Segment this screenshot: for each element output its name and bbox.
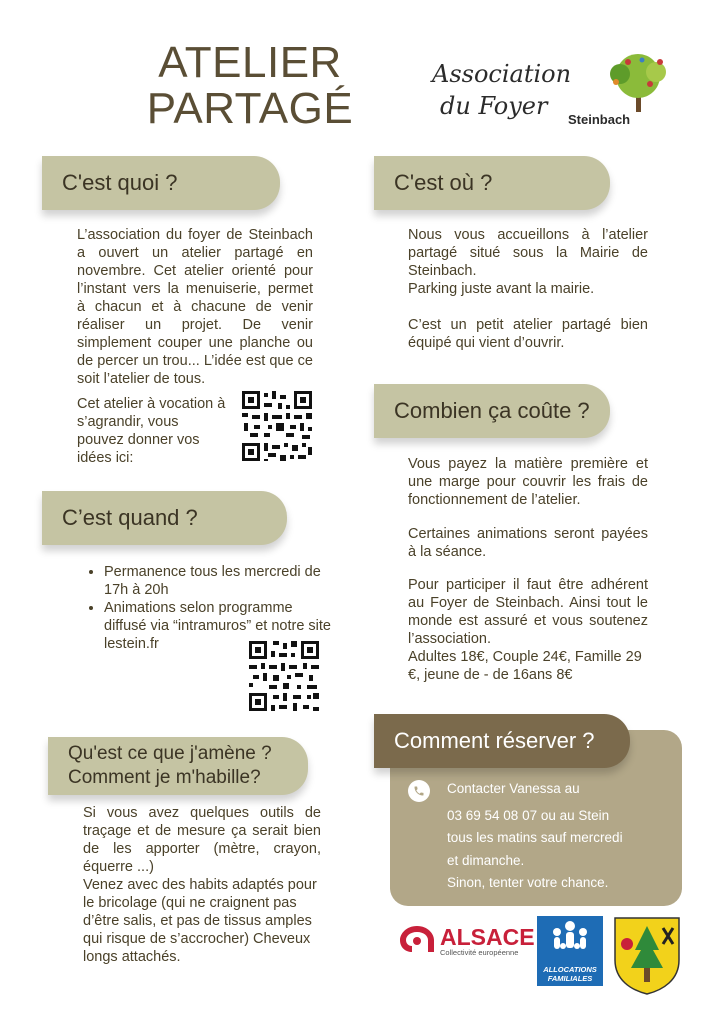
alsace-logo-icon — [398, 924, 436, 954]
alsace-logo-subtitle: Collectivité européenne — [440, 948, 519, 957]
section-heading-quand: C’est quand ? — [42, 491, 287, 545]
phone-icon — [408, 780, 430, 802]
amene-body: Si vous avez quelques outils de traçage et de mesure ça serait bien de les apporter (mètre, crayon, équerre ...) — [83, 805, 321, 875]
association-logo-text: Association du Foyer — [432, 60, 572, 120]
alsace-logo-text: ALSACE — [440, 924, 535, 950]
ou-body1: Nous vous accueillons à l’atelier partagé situé sous la Mairie de Steinbach. — [408, 227, 648, 279]
cout-p4: Adultes 18€, Couple 24€, Famille 29 €, jeune de - de 16ans 8€ — [408, 649, 642, 683]
amene-body2: Venez avec des habits adaptés pour le bricolage (qui ne craignent pas d’être salis, et pas de tissus amples qui risque de s’accrocher) Cheveux longs attachés. — [83, 877, 317, 965]
tree-logo-icon — [598, 52, 680, 114]
caf-logo-text: ALLOCATIONS FAMILIALES — [543, 965, 597, 983]
caf-people-icon — [537, 916, 603, 960]
coat-of-arms-icon — [613, 916, 681, 996]
cout-p3: Pour participer il faut être adhérent au Foyer de Steinbach. Ainsi tout le monde est assuré et vous soutenez l’association. — [408, 577, 648, 647]
page-title: ATELIER PARTAGÉ — [146, 38, 354, 133]
contact-text: Contacter Vanessa au 03 69 54 08 07 ou au Stein tous les matins sauf mercredi et dimanche. Sinon, tenter votre chance. — [447, 781, 623, 890]
quoi-body: L’association du foyer de Steinbach a ouvert un atelier partagé en novembre. Cet atelier orienté pour l’instant vers la menuiserie, permet à chacun et à chacune de venir réaliser un projet. De venir simplement couper une planche ou de percer un trou... L’idée est que ce soit l’atelier de tous. — [77, 227, 313, 387]
cout-p1: Vous payez la matière première et une marge pour couvrir les frais de fonctionnement de l’atelier. — [408, 456, 648, 508]
logo-place: Steinbach — [568, 112, 631, 127]
quand-item: • Permanence tous les mercredi de 17h à 20h — [104, 563, 336, 599]
section-heading-quoi: C'est quoi ? — [42, 156, 280, 210]
qr-code-site[interactable] — [247, 639, 321, 713]
ou-body2: Parking juste avant la mairie. — [408, 281, 595, 297]
caf-logo — [537, 916, 603, 986]
cout-p2: Certaines animations seront payées à la séance. — [408, 526, 648, 560]
quoi-ideas: Cet atelier à vocation à s’agrandir, vous pouvez donner vos idées ici: — [77, 396, 226, 466]
section-heading-ou: C'est où ? — [374, 156, 610, 210]
ou-body3: C’est un petit atelier partagé bien équipé qui vient d’ouvrir. — [408, 317, 648, 351]
quand-item: • Animations selon programme diffusé via “intramuros” et notre site lestein.fr — [104, 599, 336, 653]
section-heading-amene: Qu'est ce que j'amène ? Comment je m'habille? — [48, 737, 308, 795]
section-heading-cout: Combien ça coûte ? — [374, 384, 610, 438]
qr-code-ideas[interactable] — [240, 389, 314, 463]
section-heading-reserver: Comment réserver ? — [374, 714, 630, 768]
